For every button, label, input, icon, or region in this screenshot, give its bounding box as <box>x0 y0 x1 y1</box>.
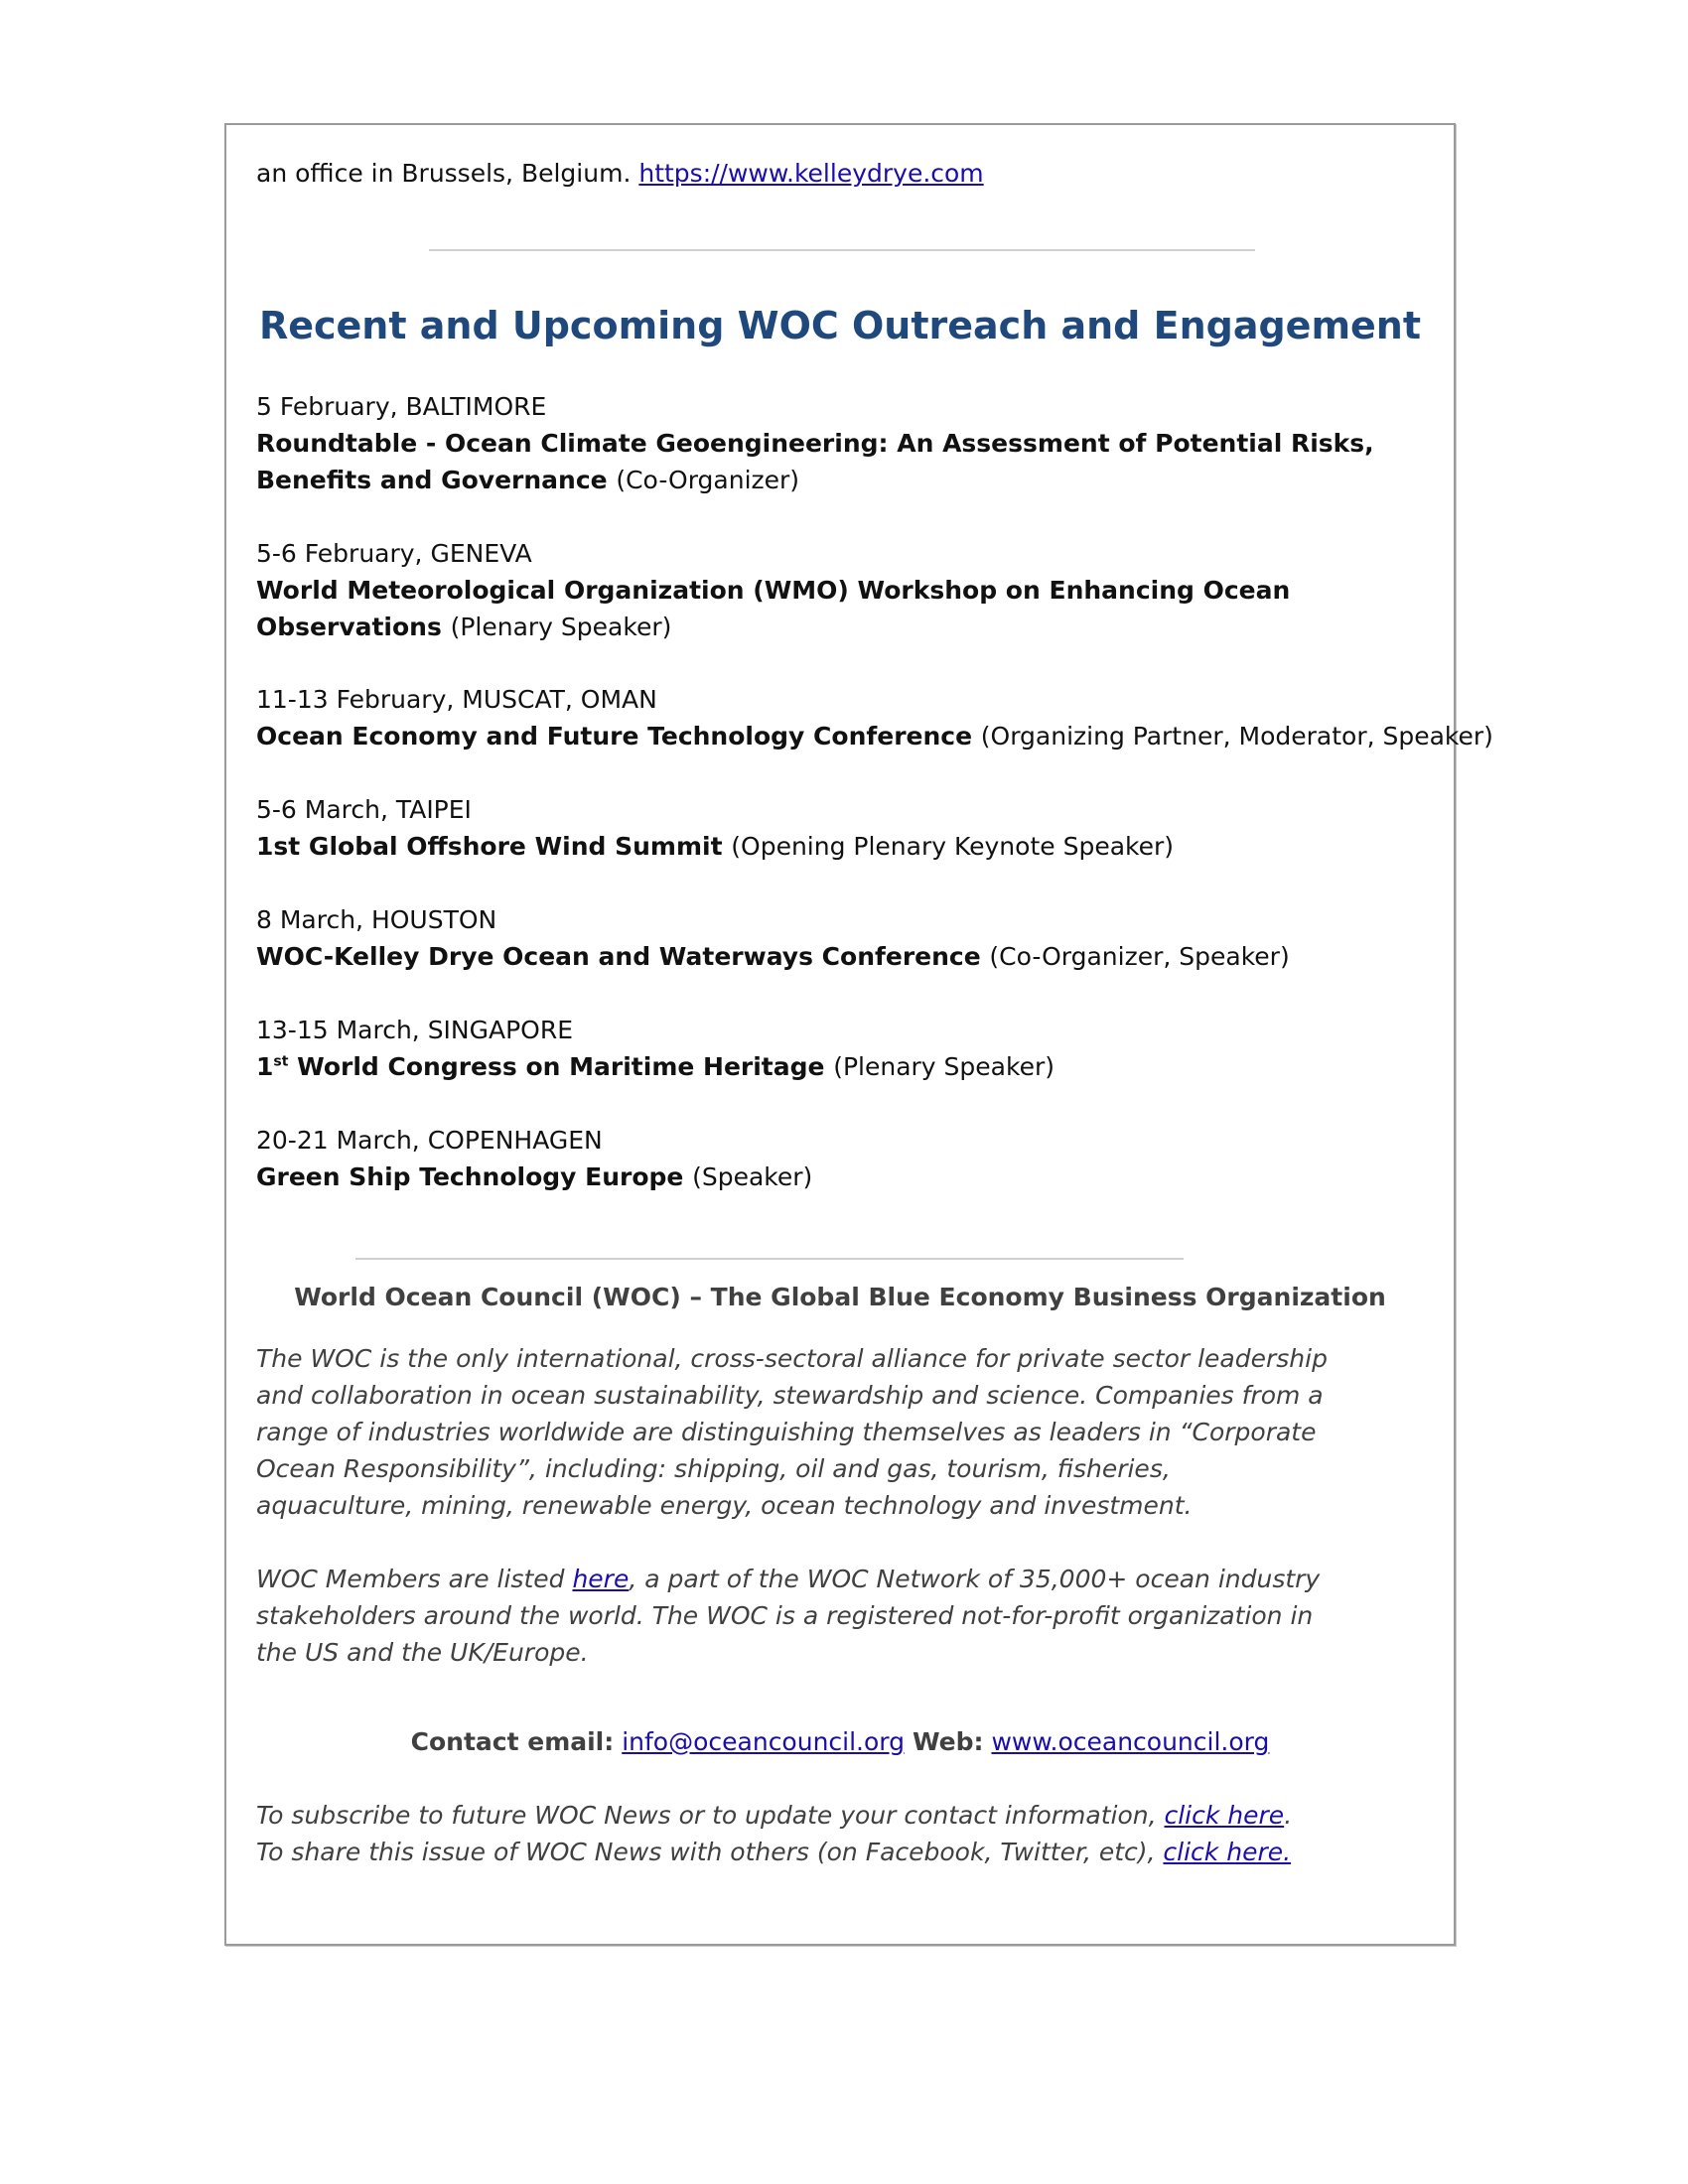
event-item <box>256 535 1448 645</box>
section-heading: Recent and Upcoming WOC Outreach and Engagement <box>258 304 1422 347</box>
intro-text: an office in Brussels, Belgium. <box>256 159 632 188</box>
share-line: To share this issue of WOC News with others (on Facebook, Twitter, etc), click here. <box>256 1838 1292 1866</box>
event-title: Ocean Economy and Future Technology Conference (Organizing Partner, Moderator, Speaker) <box>256 722 1493 751</box>
intro-line <box>256 155 984 192</box>
members-paragraph: WOC Members are listed here, a part of the WOC Network of 35,000+ ocean industry stakeholders around the world. The WOC is a registered not-for-profit organization in the US and the UK/Europe. <box>256 1565 1321 1667</box>
event-title: 1st Global Offshore Wind Summit (Opening Plenary Keynote Speaker) <box>256 832 1175 861</box>
event-date: 5-6 March, TAIPEI <box>256 795 472 824</box>
event-title: 1st World Congress on Maritime Heritage (Plenary Speaker) <box>256 1052 1055 1081</box>
event-date: 13-15 March, SINGAPORE <box>256 1016 574 1044</box>
contact-line <box>224 1723 1456 1760</box>
event-date: 5-6 February, GENEVA <box>256 539 532 568</box>
contact-email-link[interactable]: info@oceancouncil.org <box>622 1727 906 1756</box>
event-date: 8 March, HOUSTON <box>256 905 497 934</box>
event-role: (Plenary Speaker) <box>833 1052 1055 1081</box>
kelleydrye-link[interactable]: https://www.kelleydrye.com <box>638 159 984 188</box>
subscribe-lines <box>256 1797 1428 1870</box>
contact-email-label: Contact email: <box>410 1727 615 1756</box>
event-date: 11-13 February, MUSCAT, OMAN <box>256 685 657 714</box>
event-title: WOC-Kelley Drye Ocean and Waterways Conference (Co-Organizer, Speaker) <box>256 942 1290 971</box>
web-label: Web: <box>912 1727 984 1756</box>
subscribe-link[interactable]: click here <box>1164 1801 1285 1830</box>
about-paragraph: The WOC is the only international, cross-sectoral alliance for private sector leadership and collaboration in ocean sustainability, stewardship and science. Companies from a range of industries worldwide are distinguishing themselves as leaders in “Corporate Ocean Responsibility”, including: shipping, oil and gas, tourism, fisheries, aquaculture, mining, renewable energy, ocean technology and investment. <box>256 1344 1328 1520</box>
divider-top <box>429 249 1255 251</box>
event-date: 20-21 March, COPENHAGEN <box>256 1126 603 1155</box>
event-role: (Co-Organizer, Speaker) <box>989 942 1290 971</box>
subscribe-line: To subscribe to future WOC News or to update your contact information, click here. <box>256 1801 1293 1830</box>
footer-title: World Ocean Council (WOC) – The Global Blue Economy Business Organization <box>294 1283 1386 1311</box>
website-link[interactable]: www.oceancouncil.org <box>991 1727 1270 1756</box>
event-title: World Meteorological Organization (WMO) Workshop on Enhancing Ocean Observations (Plenary Speaker) <box>256 576 1291 641</box>
event-role: (Organizing Partner, Moderator, Speaker) <box>980 722 1493 751</box>
share-link[interactable]: click here. <box>1163 1838 1292 1866</box>
divider-footer <box>355 1258 1184 1260</box>
event-title: Green Ship Technology Europe (Speaker) <box>256 1162 813 1191</box>
event-item <box>256 791 1448 865</box>
event-item <box>256 1012 1448 1085</box>
event-item <box>256 388 1448 498</box>
event-date: 5 February, BALTIMORE <box>256 392 547 421</box>
event-role: (Co-Organizer) <box>616 466 800 494</box>
event-item <box>256 1122 1448 1195</box>
event-item <box>256 681 1493 754</box>
event-item <box>256 901 1448 975</box>
event-role: (Plenary Speaker) <box>450 613 672 641</box>
event-role: (Opening Plenary Keynote Speaker) <box>731 832 1175 861</box>
members-link[interactable]: here <box>572 1565 630 1593</box>
event-title: Roundtable - Ocean Climate Geoengineering: An Assessment of Potential Risks, Benefits and Governance (Co-Organizer) <box>256 429 1374 494</box>
event-role: (Speaker) <box>692 1162 813 1191</box>
